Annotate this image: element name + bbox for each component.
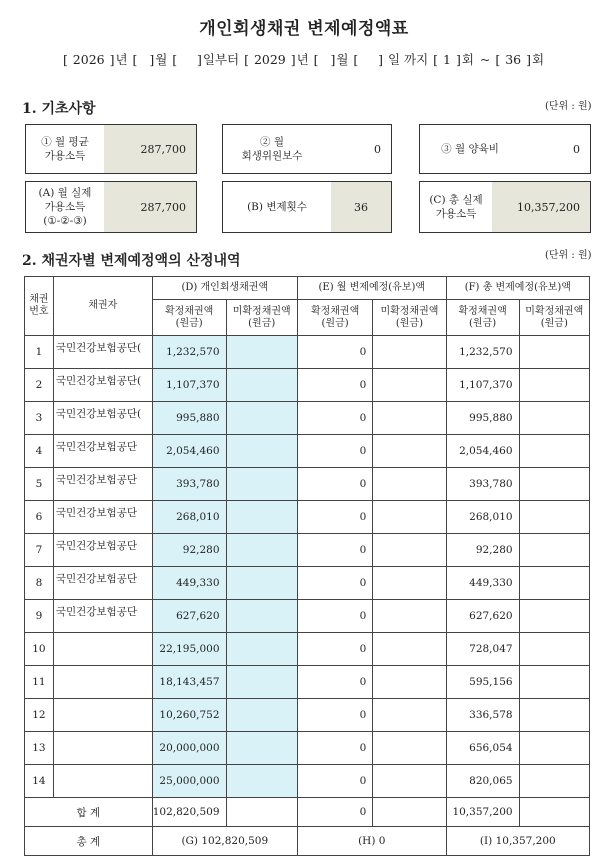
total-label: 총 계 [25,827,153,856]
label-month-2: 월 [336,52,349,67]
row-e-unconfirmed [373,369,446,402]
box-monthly-avg-income [25,124,197,174]
row-d-unconfirmed [226,369,297,402]
row-e-unconfirmed [373,666,446,699]
row-e-confirmed: 0 [297,600,372,633]
row-f-unconfirmed [519,369,589,402]
row-no: 13 [25,732,54,765]
row-d-unconfirmed [226,633,297,666]
row-e-confirmed: 0 [297,468,372,501]
table-row [25,699,590,732]
row-f-unconfirmed [519,699,589,732]
row-creditor [53,666,152,699]
row-d-unconfirmed [226,336,297,369]
subtotal-f-unconf [519,798,589,827]
row-e-confirmed: 0 [297,732,372,765]
subtotal-e: 0 [297,798,372,827]
row-e-unconfirmed [373,699,446,732]
row-d-unconfirmed [226,402,297,435]
row-f-confirmed: 268,010 [446,501,519,534]
row-f-confirmed: 656,054 [446,732,519,765]
total-g: (G) 102,820,509 [152,827,297,856]
row-e-unconfirmed [373,468,446,501]
row-f-unconfirmed [519,732,589,765]
row-e-confirmed: 0 [297,633,372,666]
row-f-unconfirmed [519,435,589,468]
row-f-confirmed: 1,232,570 [446,336,519,369]
row-d-unconfirmed [226,534,297,567]
row-d-unconfirmed [226,699,297,732]
box-trustee-fee [222,124,392,174]
row-e-unconfirmed [373,633,446,666]
row-d-confirmed: 1,232,570 [152,336,226,369]
row-f-unconfirmed [519,468,589,501]
row-no: 9 [25,600,54,633]
row-f-unconfirmed [519,765,589,798]
row-creditor: 국민건강보험공단 [53,468,152,501]
row-d-confirmed: 25,000,000 [152,765,226,798]
row-no: 10 [25,633,54,666]
row-no: 4 [25,435,54,468]
total-row [25,827,590,856]
row-d-confirmed: 2,054,460 [152,435,226,468]
row-e-confirmed: 0 [297,534,372,567]
row-no: 1 [25,336,54,369]
row-d-unconfirmed [226,666,297,699]
row-no: 12 [25,699,54,732]
row-creditor [53,633,152,666]
table-row [25,600,590,633]
label-round: 회 [461,52,474,67]
header-d-confirmed: 확정채권액 (원금) [152,300,226,336]
section1-unit: (단위 : 원) [545,101,592,112]
row-e-unconfirmed [373,435,446,468]
box-value: 0 [520,125,590,173]
row-creditor: 국민건강보험공단 [53,435,152,468]
row-f-confirmed: 393,780 [446,468,519,501]
header-creditor: 채권자 [53,277,152,336]
table-row [25,369,590,402]
header-d-unconfirmed: 미확정채권액 (원금) [226,300,297,336]
row-d-confirmed: 268,010 [152,501,226,534]
table-row [25,732,590,765]
row-f-unconfirmed [519,633,589,666]
row-d-unconfirmed [226,501,297,534]
row-creditor: 국민건강보험공단 [53,567,152,600]
to-round: 36 [505,52,522,67]
row-f-unconfirmed [519,402,589,435]
header-f-unconfirmed: 미확정채권액 (원금) [519,300,589,336]
row-e-unconfirmed [373,600,446,633]
row-d-unconfirmed [226,435,297,468]
box-child-support [419,124,591,174]
row-d-unconfirmed [226,567,297,600]
row-f-confirmed: 2,054,460 [446,435,519,468]
box-label: ① 월 평균 가용소득 [41,135,89,162]
row-no: 7 [25,534,54,567]
period-line: [ 2026 ]년 [ ]월 [ ]일부터 [ 2029 ]년 [ ]월 [ ] 일 까지 [ 1 ]회 ~ [ 36 ]회 [62,52,545,67]
tilde: ~ [479,52,491,67]
label-from: 일부터 [202,52,240,67]
row-creditor [53,732,152,765]
row-d-unconfirmed [226,765,297,798]
subtotal-f: 10,357,200 [446,798,519,827]
row-f-confirmed: 92,280 [446,534,519,567]
row-e-confirmed: 0 [297,435,372,468]
box-actual-income [25,181,197,233]
box-label: ③ 월 양육비 [441,142,499,155]
end-year: 2029 [253,52,286,67]
row-no: 5 [25,468,54,501]
row-no: 3 [25,402,54,435]
row-f-unconfirmed [519,600,589,633]
row-f-confirmed: 627,620 [446,600,519,633]
row-f-confirmed: 995,880 [446,402,519,435]
row-e-confirmed: 0 [297,336,372,369]
header-e-unconfirmed: 미확정채권액 (원금) [373,300,446,336]
box-value: 0 [321,125,391,173]
row-d-confirmed: 449,330 [152,567,226,600]
row-e-unconfirmed [373,501,446,534]
row-creditor: 국민건강보험공단 [53,600,152,633]
row-e-unconfirmed [373,534,446,567]
label-year: 년 [115,52,128,67]
row-e-unconfirmed [373,402,446,435]
row-f-confirmed: 820,065 [446,765,519,798]
subtotal-d: 102,820,509 [152,798,226,827]
row-e-confirmed: 0 [297,501,372,534]
box-label: (A) 월 실제 가용소득 (①-②-③) [38,186,92,228]
row-f-unconfirmed [519,567,589,600]
header-e-confirmed: 확정채권액 (원금) [297,300,372,336]
row-f-confirmed: 728,047 [446,633,519,666]
row-d-confirmed: 92,280 [152,534,226,567]
table-row [25,633,590,666]
row-creditor: 국민건강보험공단 [53,501,152,534]
row-e-confirmed: 0 [297,699,372,732]
row-e-confirmed: 0 [297,369,372,402]
row-f-confirmed: 1,107,370 [446,369,519,402]
section1-heading: 1. 기초사항 [22,101,96,117]
section2-heading: 2. 채권자별 변제예정액의 산정내역 [22,253,241,269]
document-title: 개인회생채권 변제예정액표 [199,19,409,39]
row-no: 6 [25,501,54,534]
table-row [25,501,590,534]
row-f-unconfirmed [519,534,589,567]
row-e-confirmed: 0 [297,567,372,600]
row-e-unconfirmed [373,732,446,765]
row-f-confirmed: 595,156 [446,666,519,699]
row-f-confirmed: 336,578 [446,699,519,732]
header-no: 채권 번호 [25,277,54,336]
row-e-unconfirmed [373,567,446,600]
row-d-unconfirmed [226,468,297,501]
table-row [25,336,590,369]
header-e: (E) 월 변제예정(유보)액 [297,277,446,300]
total-h: (H) 0 [297,827,446,856]
box-label: ② 월 회생위원보수 [241,135,303,162]
table-row [25,402,590,435]
table-row [25,765,590,798]
row-d-confirmed: 1,107,370 [152,369,226,402]
box-repayment-count [222,181,392,233]
row-d-confirmed: 995,880 [152,402,226,435]
row-no: 8 [25,567,54,600]
row-d-confirmed: 10,260,752 [152,699,226,732]
row-e-unconfirmed [373,336,446,369]
subtotal-d-unconf [226,798,297,827]
row-e-confirmed: 0 [297,402,372,435]
total-i: (I) 10,357,200 [446,827,589,856]
header-f-confirmed: 확정채권액 (원금) [446,300,519,336]
section2-unit: (단위 : 원) [545,250,592,261]
row-d-confirmed: 393,780 [152,468,226,501]
box-label: (B) 변제횟수 [247,200,307,213]
box-value: 36 [331,182,391,232]
table-row [25,435,590,468]
row-f-unconfirmed [519,336,589,369]
label-round-2: 회 [531,52,545,67]
table-row [25,534,590,567]
row-e-unconfirmed [373,765,446,798]
row-e-confirmed: 0 [297,666,372,699]
box-total-income [419,181,591,233]
start-year: 2026 [72,52,105,67]
table-row [25,666,590,699]
row-f-confirmed: 449,330 [446,567,519,600]
header-d: (D) 개인회생채권액 [152,277,297,300]
box-value: 287,700 [104,182,196,232]
row-creditor: 국민건강보험공단( [53,369,152,402]
row-e-confirmed: 0 [297,765,372,798]
table-row [25,567,590,600]
label-year-2: 년 [296,52,309,67]
row-f-unconfirmed [519,666,589,699]
row-no: 2 [25,369,54,402]
row-d-confirmed: 627,620 [152,600,226,633]
table-row [25,468,590,501]
subtotal-row [25,798,590,827]
box-value: 287,700 [104,125,196,173]
box-label: (C) 총 실제 가용소득 [429,193,483,220]
row-no: 11 [25,666,54,699]
from-round: 1 [443,52,451,67]
row-d-confirmed: 22,195,000 [152,633,226,666]
row-creditor: 국민건강보험공단 [53,534,152,567]
row-f-unconfirmed [519,501,589,534]
row-creditor [53,699,152,732]
row-d-unconfirmed [226,732,297,765]
row-creditor: 국민건강보험공단( [53,402,152,435]
subtotal-label: 합 계 [25,798,153,827]
row-no: 14 [25,765,54,798]
box-value: 10,357,200 [492,182,590,232]
row-d-confirmed: 18,143,457 [152,666,226,699]
header-f: (F) 총 변제예정(유보)액 [446,277,589,300]
row-d-confirmed: 20,000,000 [152,732,226,765]
table-header-row-1 [25,277,590,300]
subtotal-e-unconf [373,798,446,827]
row-d-unconfirmed [226,600,297,633]
row-creditor [53,765,152,798]
label-month: 월 [155,52,168,67]
row-creditor: 국민건강보험공단( [53,336,152,369]
repayment-table [24,276,590,856]
label-until: 일 까지 [388,52,429,67]
